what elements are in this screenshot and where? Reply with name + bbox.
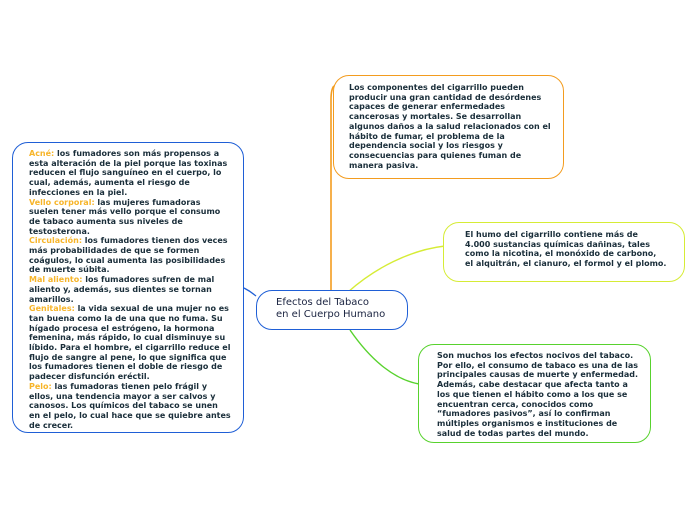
green-text-line: salud de todas partes del mundo. xyxy=(437,428,589,438)
green-text-line: principales causas de muerte y enfermedad. xyxy=(437,370,638,380)
central-topic-line-2: en el Cuerpo Humano xyxy=(276,309,386,320)
green-text-line: “fumadores pasivos”, así lo confirman xyxy=(437,409,611,419)
effect-description: testosterona. xyxy=(29,226,90,236)
smoke-substances-node[interactable] xyxy=(443,222,685,282)
effect-text-line xyxy=(29,333,237,343)
effect-text-line xyxy=(29,168,237,178)
effect-description: los fumadores tienen el doble de riesgo de xyxy=(29,362,223,372)
smoke-substances-text xyxy=(465,230,680,269)
effect-text-line xyxy=(29,343,237,353)
harmful-effects-text xyxy=(437,351,644,438)
effect-text-line xyxy=(29,353,237,363)
orange-text-line: dependencia social y los riesgos y xyxy=(349,141,503,151)
effect-description: flujo de sangre al pene, lo que significa que xyxy=(29,352,227,362)
harmful-effects-node[interactable] xyxy=(418,344,651,443)
yellow-text-line: El humo del cigarrillo contiene más de xyxy=(465,230,638,239)
effect-description: canosos. Los químicos del tabaco se unen xyxy=(29,401,218,411)
effect-description: las mujeres fumadoras xyxy=(94,197,201,207)
effect-text-line xyxy=(29,421,237,431)
orange-text-line: producir una gran cantidad de desórdenes xyxy=(349,92,542,102)
orange-text-line: consecuencias para quienes fuman de xyxy=(349,150,522,160)
central-topic-line-1: Efectos del Tabaco xyxy=(276,297,370,308)
effect-text-line xyxy=(29,304,237,314)
effect-text-line xyxy=(29,159,237,169)
effect-keyword: Vello corporal: xyxy=(29,197,95,207)
orange-text-line: Los componentes del cigarrillo pueden xyxy=(349,83,524,92)
effect-description: de tabaco aumenta sus niveles de xyxy=(29,216,183,226)
green-text-line: Además, cabe destacar que afecta tanto a xyxy=(437,380,628,390)
effect-text-line xyxy=(29,324,237,334)
effect-text-line xyxy=(29,314,237,324)
effect-description: las fumadoras tienen pelo frágil y xyxy=(51,381,208,391)
orange-text-line: manera pasiva. xyxy=(349,160,419,170)
effect-text-line xyxy=(29,275,237,285)
orange-text-line: algunos daños a la salud relacionados con el xyxy=(349,121,551,131)
yellow-text-line: 4.000 sustancias químicas dañinas, tales xyxy=(465,239,650,249)
effect-description: hígado procesa el estrógeno, la hormona xyxy=(29,323,215,333)
effect-text-line xyxy=(29,295,237,305)
effect-text-line xyxy=(29,198,237,208)
effect-description: esta alteración de la piel porque las toxinas xyxy=(29,158,228,168)
effect-description: coágulos, lo cual aumenta las posibilidades xyxy=(29,255,226,265)
effect-text-line xyxy=(29,217,237,227)
effect-text-line xyxy=(29,188,237,198)
effect-description: los fumadores son más propensos a xyxy=(54,149,220,158)
effect-keyword: Mal aliento: xyxy=(29,275,83,285)
effect-text-line xyxy=(29,401,237,411)
green-text-line: los que tienen el hábito como a los que se xyxy=(437,389,628,399)
effect-description: cual, además, aumenta el riesgo de xyxy=(29,178,190,188)
effect-keyword: Genitales: xyxy=(29,304,75,314)
effect-text-line xyxy=(29,411,237,421)
effect-description: padecer disfunción eréctil. xyxy=(29,372,150,382)
effect-description: de muerte súbita. xyxy=(29,265,110,275)
effect-text-line xyxy=(29,256,237,266)
green-text-line: encuentran cerca, conocidos como xyxy=(437,399,594,409)
effect-text-line xyxy=(29,372,237,382)
effect-description: ellos, una tendencia mayor a ser calvos y xyxy=(29,391,216,401)
effect-keyword: Circulación: xyxy=(29,236,83,246)
effect-text-line xyxy=(29,246,237,256)
effect-description: los fumadores tienen dos veces xyxy=(82,236,228,246)
connector-green xyxy=(350,330,419,384)
effect-text-line xyxy=(29,285,237,295)
effect-text-line xyxy=(29,382,237,392)
cigarette-components-text xyxy=(349,83,557,170)
effect-description: tan buena como la de una que no fuma. Su xyxy=(29,313,223,323)
effect-description: más probabilidades de que se formen xyxy=(29,246,200,256)
connector-left xyxy=(244,288,256,296)
effect-text-line xyxy=(29,265,237,275)
effect-description: suelen tener más vello porque el consumo xyxy=(29,207,221,217)
effect-text-line xyxy=(29,178,237,188)
effect-description: en el pelo, lo cual hace que se quiebre antes xyxy=(29,410,231,420)
effect-description: los fumadores sufren de mal xyxy=(82,275,215,285)
effect-description: líbido. Para el hombre, el cigarrillo reduce el xyxy=(29,343,231,353)
orange-text-line: cancerosas y mortales. Se desarrollan xyxy=(349,112,522,122)
orange-text-line: hábito de fumar, el problema de la xyxy=(349,131,505,141)
effect-description: aliento y, además, sus dientes se tornan xyxy=(29,284,212,294)
connector-yellow xyxy=(348,246,445,292)
effect-description: la vida sexual de una mujer no es xyxy=(74,304,229,314)
effect-text-line xyxy=(29,227,237,237)
effect-description: reducen el flujo sanguíneo en el cuerpo, lo xyxy=(29,168,222,178)
central-topic-node[interactable] xyxy=(256,290,408,330)
yellow-text-line: como la nicotina, el monóxido de carbono, xyxy=(465,249,657,259)
green-text-line: Son muchos los efectos nocivos del tabaco. xyxy=(437,351,634,360)
effect-text-line xyxy=(29,207,237,217)
effect-description: femenina, más rápido, lo cual disminuye su xyxy=(29,333,226,343)
green-text-line: múltiples organismos e instituciones de xyxy=(437,418,618,428)
effect-description: infecciones en la piel. xyxy=(29,187,128,197)
cigarette-components-node[interactable] xyxy=(333,75,564,179)
effect-text-line xyxy=(29,362,237,372)
effects-on-body-text xyxy=(29,149,237,430)
effect-keyword: Acné: xyxy=(29,149,55,158)
effect-text-line xyxy=(29,236,237,246)
effect-description: amarillos. xyxy=(29,294,74,304)
effect-text-line xyxy=(29,392,237,402)
orange-text-line: capaces de generar enfermedades xyxy=(349,102,506,112)
effect-description: de crecer. xyxy=(29,420,74,430)
effect-keyword: Pelo: xyxy=(29,381,52,391)
effects-on-body-node[interactable] xyxy=(12,142,244,433)
yellow-text-line: el alquitrán, el cianuro, el formol y el plomo. xyxy=(465,259,667,269)
green-text-line: Por ello, el consumo de tabaco es una de las xyxy=(437,360,638,370)
effect-text-line xyxy=(29,149,237,159)
